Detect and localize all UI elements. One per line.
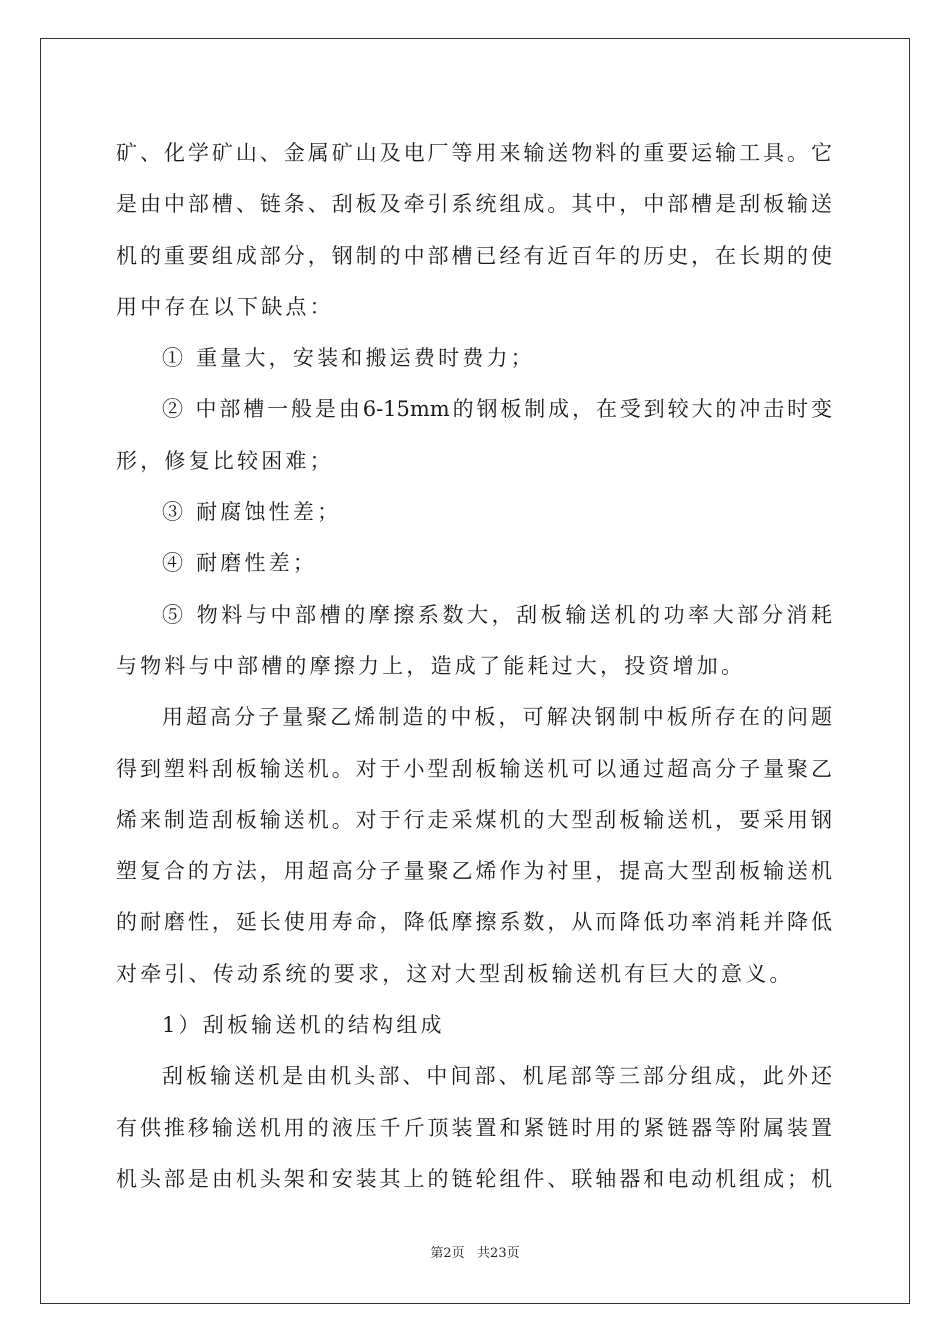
page-number-footer: 第2页 共23页 — [430, 1246, 520, 1261]
text-line: 的耐磨性，延长使用寿命，降低摩擦系数，从而降低功率消耗并降低 — [116, 910, 832, 935]
text-line: ③ 耐腐蚀性差； — [162, 500, 342, 525]
text-line: 刮板输送机是由机头部、中间部、机尾部等三部分组成，此外还 — [162, 1064, 832, 1089]
text-line: 1）刮板输送机的结构组成 — [162, 1013, 445, 1038]
text-line: ② 中部槽一般是由6-15mm的钢板制成，在受到较大的冲击时变 — [162, 397, 832, 422]
text-line: 用中存在以下缺点： — [116, 294, 334, 319]
text-line: 有供推移输送机用的液压千斤顶装置和紧链时用的紧链器等附属装置 — [116, 1115, 832, 1140]
text-line: 形，修复比较困难； — [116, 448, 334, 473]
document-body — [116, 128, 832, 1205]
text-line: 与物料与中部槽的摩擦力上，造成了能耗过大，投资增加。 — [116, 653, 746, 678]
text-line: ① 重量大，安装和搬运费时费力； — [162, 346, 535, 371]
text-line: ⑤ 物料与中部槽的摩擦系数大，刮板输送机的功率大部分消耗 — [162, 602, 832, 627]
text-line: 用超高分子量聚乙烯制造的中板，可解决钢制中板所存在的问题 — [162, 705, 832, 730]
text-line: 矿、化学矿山、金属矿山及电厂等用来输送物料的重要运输工具。它 — [116, 141, 832, 165]
text-line: 得到塑料刮板输送机。对于小型刮板输送机可以通过超高分子量聚乙 — [116, 756, 832, 781]
text-line: 塑复合的方法，用超高分子量聚乙烯作为衬里，提高大型刮板输送机 — [116, 859, 832, 884]
text-line: ④ 耐磨性差； — [162, 551, 318, 576]
text-line: 机头部是由机头架和安装其上的链轮组件、联轴器和电动机组成；机 — [116, 1166, 832, 1191]
text-line: 对牵引、传动系统的要求，这对大型刮板输送机有巨大的意义。 — [116, 961, 794, 986]
text-line: 是由中部槽、链条、刮板及牵引系统组成。其中，中部槽是刮板输送 — [116, 192, 832, 217]
text-line: 烯来制造刮板输送机。对于行走采煤机的大型刮板输送机，要采用钢 — [116, 807, 832, 832]
text-line: 机的重要组成部分，钢制的中部槽已经有近百年的历史，在长期的使 — [116, 243, 832, 268]
